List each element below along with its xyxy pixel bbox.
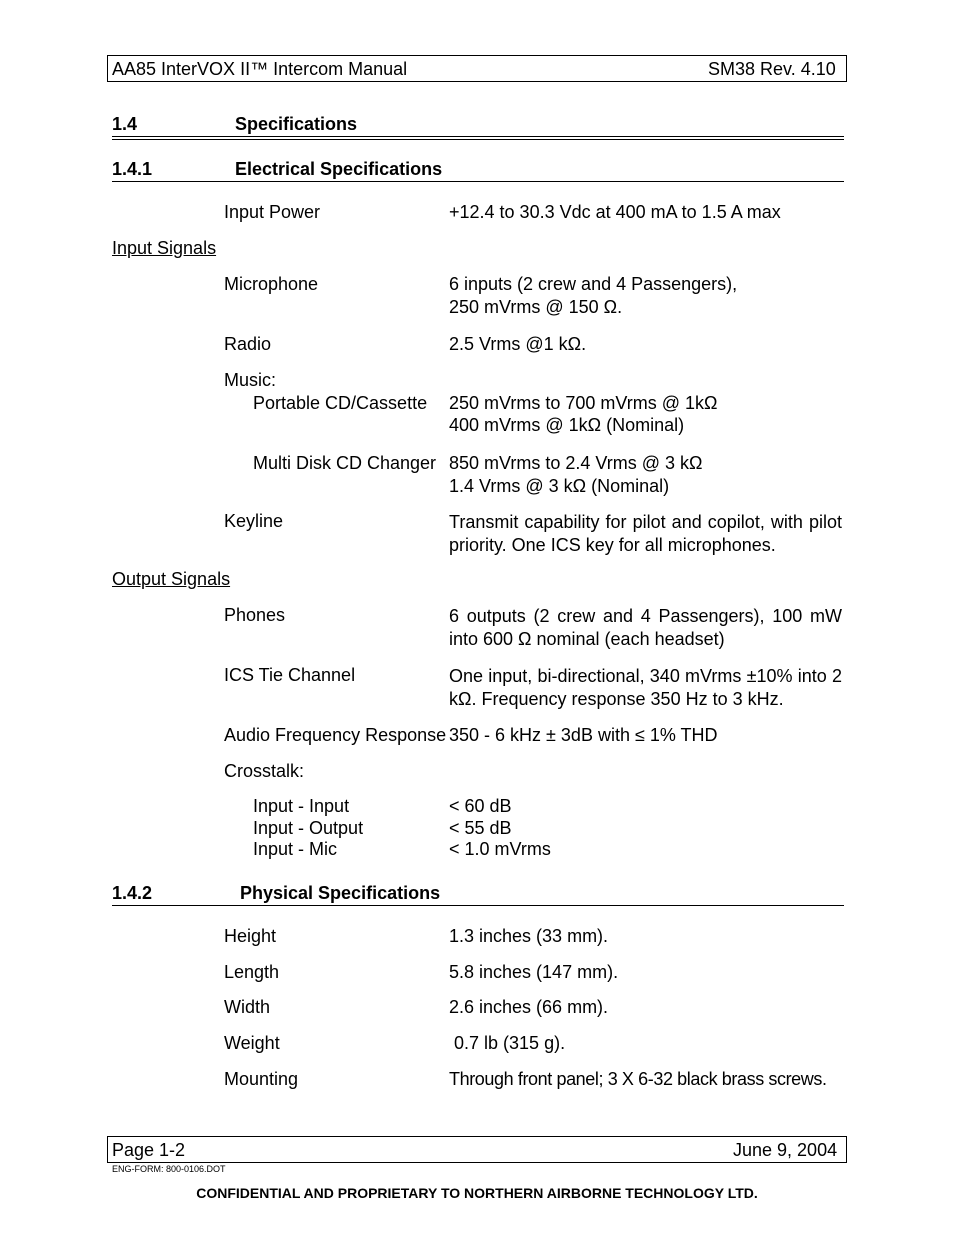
- spec-label: Input - Input: [253, 796, 350, 816]
- form-code: ENG-FORM: 800-0106.DOT: [112, 1164, 226, 1174]
- spec-value: Through front panel; 3 X 6-32 black brass screws.: [449, 1069, 827, 1089]
- divider: [112, 136, 844, 137]
- spec-label: Phones: [224, 605, 286, 625]
- spec-value: < 60 dB: [449, 796, 512, 816]
- spec-value: 850 mVrms to 2.4 Vrms @ 3 kΩ: [449, 453, 703, 473]
- spec-value: One input, bi-directional, 340 mVrms ±10% into 2 kΩ. Frequency response 350 Hz to 3 kHz.: [449, 666, 842, 709]
- spec-value: 6 inputs (2 crew and 4 Passengers),: [449, 274, 738, 294]
- spec-label: Audio Frequency Response: [224, 725, 447, 745]
- spec-value: Transmit capability for pilot and copilot, with pilot priority. One ICS key for all microphones.: [449, 512, 842, 555]
- spec-value: 5.8 inches (147 mm).: [449, 962, 619, 982]
- spec-value: 2.6 inches (66 mm).: [449, 997, 609, 1017]
- section-title: Physical Specifications: [240, 883, 441, 903]
- spec-label: Input - Output: [253, 818, 364, 838]
- spec-label: ICS Tie Channel: [224, 665, 356, 685]
- spec-value: < 1.0 mVrms: [449, 839, 551, 859]
- date: June 9, 2004: [733, 1140, 838, 1160]
- spec-label: Portable CD/Cassette: [253, 393, 428, 413]
- spec-label: Music:: [224, 370, 277, 390]
- spec-value: 2.5 Vrms @1 kΩ.: [449, 334, 587, 354]
- revision: SM38 Rev. 4.10: [708, 59, 836, 79]
- spec-value: < 55 dB: [449, 818, 512, 838]
- spec-value: 0.7 lb (315 g).: [449, 1033, 566, 1053]
- section-title: Electrical Specifications: [235, 159, 443, 179]
- spec-label: Length: [224, 962, 280, 982]
- spec-label: Radio: [224, 334, 272, 354]
- spec-label: Input Power: [224, 202, 321, 222]
- spec-value: 6 outputs (2 crew and 4 Passengers), 100 mW into 600 Ω nominal (each headset): [449, 606, 842, 649]
- spec-value: 250 mVrms @ 150 Ω.: [449, 297, 623, 317]
- divider: [112, 181, 844, 182]
- subheading: Input Signals: [112, 238, 217, 258]
- spec-value: +12.4 to 30.3 Vdc at 400 mA to 1.5 A max: [449, 202, 781, 222]
- manual-title: AA85 InterVOX II™ Intercom Manual: [112, 59, 408, 79]
- section-title: Specifications: [235, 114, 358, 134]
- spec-value: 1.3 inches (33 mm).: [449, 926, 609, 946]
- spec-value: 400 mVrms @ 1kΩ (Nominal): [449, 415, 685, 435]
- spec-value: 250 mVrms to 700 mVrms @ 1kΩ: [449, 393, 718, 413]
- section-number: 1.4.1: [112, 159, 153, 179]
- page-number: Page 1-2: [112, 1140, 186, 1160]
- spec-value: 1.4 Vrms @ 3 kΩ (Nominal): [449, 476, 670, 496]
- spec-value: 350 - 6 kHz ± 3dB with ≤ 1% THD: [449, 725, 718, 745]
- spec-label: Input - Mic: [253, 839, 338, 859]
- spec-label: Width: [224, 997, 271, 1017]
- divider: [112, 139, 844, 140]
- spec-label: Weight: [224, 1033, 280, 1053]
- spec-label: Height: [224, 926, 277, 946]
- confidential-notice: CONFIDENTIAL AND PROPRIETARY TO NORTHERN AIRBORNE TECHNOLOGY LTD.: [196, 1185, 758, 1201]
- spec-label: Keyline: [224, 511, 284, 531]
- spec-label: Multi Disk CD Changer: [253, 453, 437, 473]
- spec-label: Mounting: [224, 1069, 299, 1089]
- section-number: 1.4.2: [112, 883, 153, 903]
- subheading: Output Signals: [112, 569, 231, 589]
- divider: [112, 905, 844, 906]
- section-number: 1.4: [112, 114, 138, 134]
- spec-label: Microphone: [224, 274, 319, 294]
- spec-label: Crosstalk:: [224, 761, 305, 781]
